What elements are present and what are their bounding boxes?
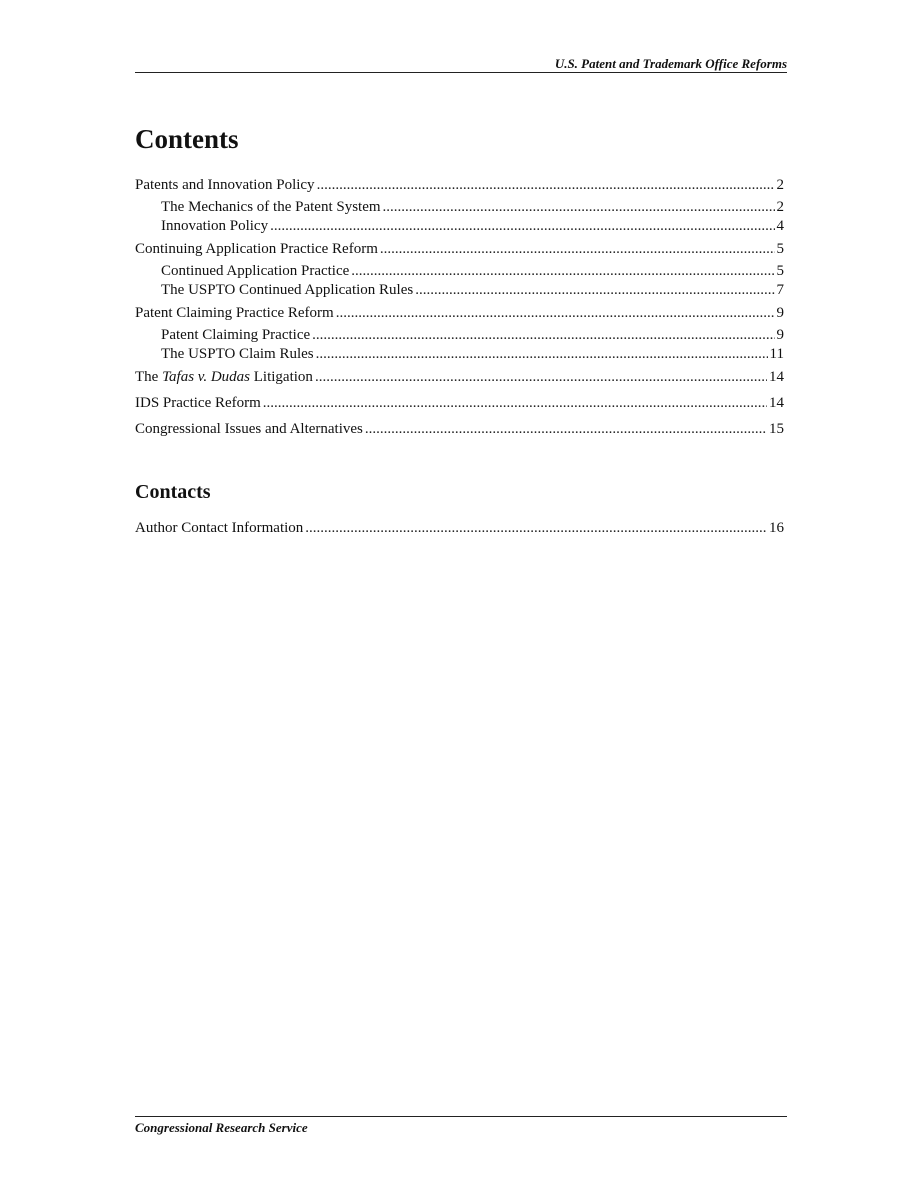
toc-entry-page: 2 bbox=[776, 199, 784, 215]
toc-leader-dots bbox=[263, 394, 767, 413]
toc-entry[interactable] bbox=[135, 304, 784, 323]
toc-entry[interactable] bbox=[135, 176, 784, 195]
toc-entry[interactable] bbox=[135, 420, 784, 439]
toc-entry-page: 14 bbox=[769, 369, 784, 385]
toc-entry-page: 9 bbox=[776, 305, 784, 321]
header-rule bbox=[135, 72, 787, 73]
toc-leader-dots bbox=[383, 198, 775, 217]
toc-leader-dots bbox=[305, 519, 767, 538]
toc-entry[interactable] bbox=[135, 240, 784, 259]
toc-entry-page: 15 bbox=[769, 421, 784, 437]
toc-leader-dots bbox=[351, 262, 774, 281]
toc-leader-dots bbox=[336, 304, 775, 323]
toc-entry-title: Continued Application Practice bbox=[161, 263, 350, 279]
toc-entry-page: 5 bbox=[776, 263, 784, 279]
contents-heading: Contents bbox=[135, 124, 239, 154]
toc-entry-title: Author Contact Information bbox=[135, 520, 304, 536]
toc-entry-title: The Tafas v. Dudas Litigation bbox=[135, 369, 313, 385]
toc-entry[interactable] bbox=[135, 519, 784, 538]
toc-entry-page: 9 bbox=[776, 327, 784, 343]
toc-entry[interactable] bbox=[161, 262, 784, 281]
toc-entry[interactable] bbox=[135, 368, 784, 387]
toc-leader-dots bbox=[317, 176, 775, 195]
toc-entry[interactable] bbox=[161, 217, 784, 236]
running-footer: Congressional Research Service bbox=[135, 1120, 308, 1135]
toc-entry-title: Congressional Issues and Alternatives bbox=[135, 421, 363, 437]
toc-entry-title: IDS Practice Reform bbox=[135, 395, 261, 411]
toc-entry-title: The USPTO Continued Application Rules bbox=[161, 282, 414, 298]
toc-leader-dots bbox=[365, 420, 767, 439]
toc-entry[interactable] bbox=[161, 326, 784, 345]
running-header: U.S. Patent and Trademark Office Reforms bbox=[554, 56, 787, 71]
toc-entry-page: 7 bbox=[776, 282, 784, 298]
toc-entry-title: Innovation Policy bbox=[161, 218, 269, 234]
toc-entry-title: Patents and Innovation Policy bbox=[135, 177, 315, 193]
toc-entry-page: 16 bbox=[769, 520, 784, 536]
toc-entry[interactable] bbox=[161, 345, 784, 364]
toc-leader-dots bbox=[380, 240, 775, 259]
toc-leader-dots bbox=[270, 217, 774, 236]
toc-entry-title: Continuing Application Practice Reform bbox=[135, 241, 378, 257]
toc-entry[interactable] bbox=[161, 281, 784, 300]
toc-entry-page: 14 bbox=[769, 395, 784, 411]
toc-entry-title: The Mechanics of the Patent System bbox=[161, 199, 381, 215]
toc-entry-page: 4 bbox=[776, 218, 784, 234]
toc-entry-title: Patent Claiming Practice Reform bbox=[135, 305, 334, 321]
toc-entry-page: 2 bbox=[776, 177, 784, 193]
toc-entry-title: Patent Claiming Practice bbox=[161, 327, 311, 343]
toc-leader-dots bbox=[312, 326, 774, 345]
toc-leader-dots bbox=[415, 281, 774, 300]
toc-entry-page: 11 bbox=[769, 346, 784, 362]
toc-leader-dots bbox=[315, 368, 767, 387]
toc-entry-page: 5 bbox=[776, 241, 784, 257]
contacts-heading: Contacts bbox=[135, 481, 211, 503]
toc-entry-title: The USPTO Claim Rules bbox=[161, 346, 314, 362]
toc-leader-dots bbox=[316, 345, 768, 364]
toc-entry[interactable] bbox=[135, 394, 784, 413]
footer-rule bbox=[135, 1116, 787, 1117]
toc-entry[interactable] bbox=[161, 198, 784, 217]
